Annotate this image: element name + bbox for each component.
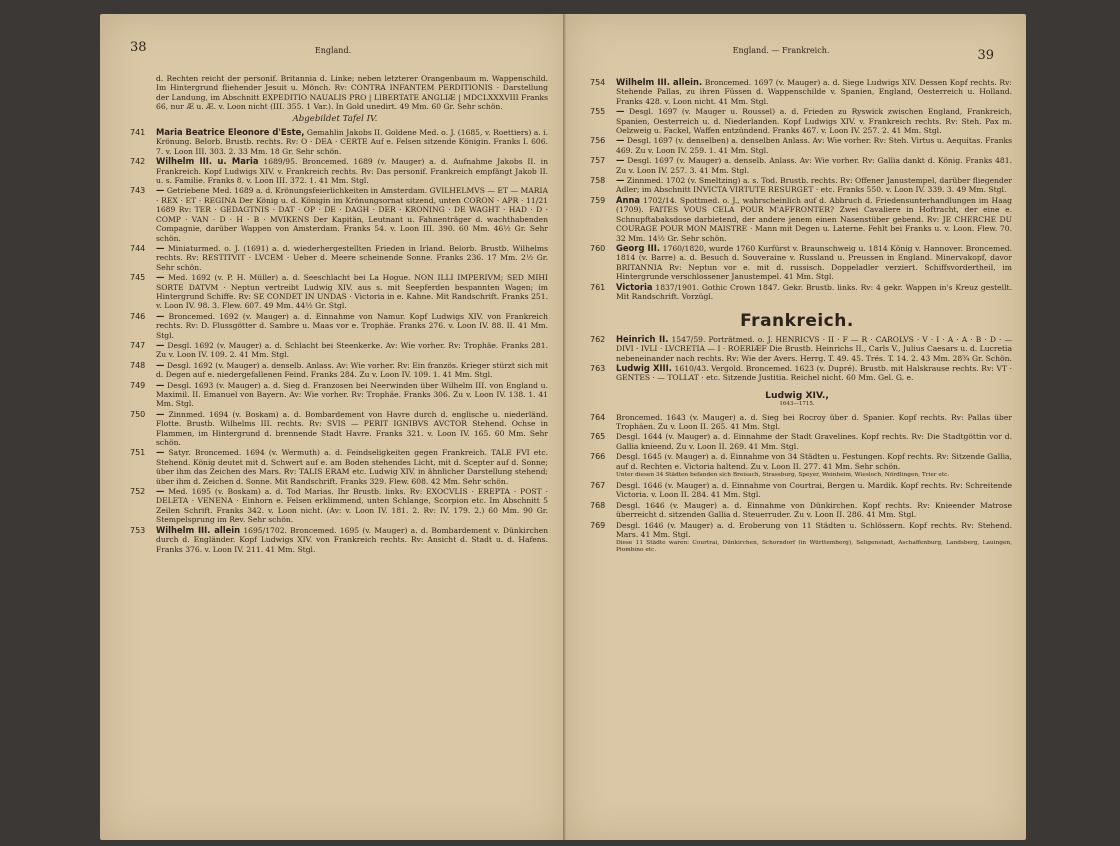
entry-number: 749: [130, 380, 146, 390]
entry-heading: Wilhelm III. allein.: [616, 77, 703, 87]
entry-number: 759: [590, 195, 606, 205]
catalog-entry: [582, 364, 1012, 383]
entry-heading: —: [156, 359, 165, 370]
entry-number: 761: [590, 282, 606, 292]
entry-heading: Victoria: [616, 281, 653, 292]
left-column: [122, 74, 548, 555]
catalog-entry: [122, 244, 548, 272]
entry-number: 758: [590, 176, 606, 186]
entry-heading: —: [156, 339, 165, 350]
catalog-entry: [122, 128, 548, 156]
entry-text: Desgl. 1697 (v. Mauger u. Roussel) a. d. Frieden zu Ryswick zwischen England, Frankreich, Spanien, Oesterreich u. d. Niederlanden. Kopf Ludwigs XIV. v. Frankreich rechts. Rv: Steh. Pax m. Oelzweig u. Fackel, Waffen entzündend. Franks 467. v. Loon IV. 257. 2. 41 Mm. Stgl.: [616, 107, 1012, 136]
catalog-entry: [122, 157, 548, 185]
entry-heading: —: [156, 408, 165, 419]
running-head: England.: [314, 46, 352, 55]
entry-heading: Ludwig XIII.: [616, 362, 672, 373]
entry-number: 755: [590, 107, 606, 117]
subsection-dates: 1643—1715.: [779, 401, 815, 408]
entry-text: Desgl. 1644 (v. Mauger) a. d. Einnahme der Stadt Gravelines. Kopf rechts. Rv: Die Stadtgöttin vor d. Gallia knieend. Zu v. Loon II. 269. 41 Mm. Stgl.: [616, 432, 1012, 451]
entry-number: 744: [130, 243, 146, 253]
entry-number: 754: [590, 78, 606, 87]
entry-number: 752: [130, 487, 146, 497]
entry-text: Broncemed. 1643 (v. Mauger) a. d. Sieg bei Rocroy über d. Spanier. Kopf rechts. Rv: Pallas über Trophäen. Zu v. Loon II. 265. 41 Mm. Stgl.: [616, 412, 1012, 431]
entry-heading: —: [156, 242, 165, 253]
entry-text: Zinnmed. 1702 (v. Smeltzing) a. s. Tod. Brustb. rechts. Rv: Offener Janustempel, darüber fliegender Adler; im Abschnitt INVICTA VIRTUTE RESURGET · etc. Franks 550. v. Loon IV. 339. 3. 49 Mm. Stgl.: [616, 176, 1012, 195]
entry-text: Desgl. 1692 (v. Mauger) a. d. Schlacht bei Steenkerke. Av: Wie vorher. Rv: Trophäe. Franks 281. Zu v. Loon IV. 109. 2. 41 Mm. Stgl.: [156, 340, 548, 360]
entry-text: 1547/59. Porträtmed. o. J. HENRICVS · II · F — R · CAROLVS · V · I · A · A · B · D · — DIVI · IVLI · LVCRETIA — I · ROERIÆF Die Brustb. Heinrichs II., Carls V., Julius Caesars u. d. Lucretia nebeneinander nach rechts. Rv: Wie der Avers. Herrg. T. 49. 45. Trés. T. 14. 2. 43 Mm. 28¾ Gr. Schön.: [616, 334, 1013, 363]
entry-number: 751: [130, 448, 146, 458]
entry-heading: —: [616, 135, 625, 146]
entry-list: [582, 335, 1012, 383]
page-number: 38: [130, 40, 147, 55]
entry-text: Desgl. 1697 (v. Mauger) a. denselb. Anlass. Av: Wie vorher. Rv: Gallia dankt d. König. Franks 481. Zu v. Loon IV. 257. 3. 41 Mm. Stgl.: [616, 156, 1012, 175]
entry-text: Med. 1692 (v. P. H. Müller) a. d. Seeschlacht bei La Hogue. NON ILLI IMPERIVM; SED MIHI SORTE DATVM · Neptun vertreibt Ludwig XIV. aus s. mit Seepferden bespannten Wagen; im Hintergrund Schiffe. Rv: SE CONDET IN UNDAS · Victoria in e. Kahne. Mit Randschrift. Franks 251. v. Loon IV. 98. 3. Flew. 607. 49 Mm. 44½ Gr. Stgl.: [156, 273, 548, 311]
entry-number: 768: [590, 500, 606, 510]
catalog-entry: [582, 107, 1012, 135]
entry-heading: —: [156, 379, 165, 390]
entry-list: [582, 413, 1012, 471]
catalog-entry: [122, 312, 548, 340]
entry-text: Satyr. Broncemed. 1694 (v. Wermuth) a. d. Feindseligkeiten gegen Frankreich. TALE FVI etc. Stehend. König deutet mit d. Schwert auf e. am Boden stehendes Licht, mit d. Scepter auf d. Sonne; über ihm das Zeichen des Mars. Rv: TALIS ERAM etc. Ludwig XIV. in ähnlicher Darstellung stehend; über ihm d. Zeichen d. Sonne. Mit Randschrift. Franks 329. Flew. 608. 42 Mm. Sehr schön.: [156, 448, 548, 486]
entry-text: Desgl. 1646 (v. Mauger) a. d. Einnahme von Courtrai, Bergen u. Mardik. Kopf rechts. Rv: Schreitende Victoria. v. Loon II. 284. 41 Mm. Stgl.: [616, 481, 1012, 500]
entry-heading: —: [156, 486, 165, 497]
entry-number: 756: [590, 136, 606, 146]
running-head: England. — Frankreich.: [732, 46, 830, 55]
catalog-entry: [122, 186, 548, 242]
catalog-entry: [582, 136, 1012, 155]
catalog-entry: [582, 501, 1012, 520]
entry-heading: —: [616, 175, 625, 186]
subsection-heading: Ludwig XIV.,: [765, 389, 829, 401]
plate-caption: Abgebildet Tafel IV.: [292, 113, 378, 124]
entry-text: 1837/1901. Gothic Crown 1847. Gekr. Brustb. links. Rv: 4 gekr. Wappen in's Kreuz gestellt. Mit Randschrift. Vorzügl.: [616, 282, 1012, 301]
entry-heading: Anna: [616, 194, 641, 205]
entry-text: Gemahlin Jakobs II. Goldene Med. o. J. (1685, v. Roettiers) a. i. Krönung. Belorb. Brustb. rechts. Rv: O · DEA · CERTE Auf e. Felsen sitzende Königin. Franks I. 606. 7. v. Loon III. 303. 2. 33 Mm. 18 Gr. Sehr schön.: [156, 128, 548, 156]
left-page: [100, 14, 566, 840]
entry-heading: Georg III.: [616, 242, 661, 253]
entry-heading: Maria Beatrice Eleonore d'Este,: [156, 127, 305, 138]
entry-number: 743: [130, 186, 146, 196]
entry-heading: —: [156, 447, 165, 458]
catalog-entry: [122, 361, 548, 380]
catalog-entry: [582, 452, 1012, 471]
entry-text: 1689/95. Broncemed. 1689 (v. Mauger) a. d. Aufnahme Jakobs II. in Frankreich. Kopf Ludwigs XIV. v. Frankreich rechts. Rv: Das personif. Frankreich empfängt Jakob II. u. s. Familie. Franks 8. v. Loon III. 372. 1. 41 Mm. Stgl.: [156, 157, 549, 186]
entry-text: Desgl. 1697 (v. denselben) a. denselben Anlass. Av: Wie vorher. Rv: Steh. Virtus u. Aequitas. Franks 469. Zu v. Loon IV. 259. 1. 41 Mm. Stgl.: [616, 136, 1012, 155]
footnote: Unter diesen 34 Städten befanden sich Breisach, Strassburg, Speyer, Weinheim, Wiesloch, Nördlingen, Trier etc.: [616, 472, 950, 479]
entry-text: Desgl. 1692 (v. Mauger) a. denselb. Anlass. Av: Wie vorher. Rv: Ein französ. Krieger stürzt sich mit d. Degen auf e. niedergefallenen Feind. Franks 284. Zu v. Loon IV. 109. 1. 41 Mm. Stgl.: [156, 360, 548, 380]
entry-heading: Heinrich II.: [616, 333, 669, 344]
entry-text: Zinnmed. 1694 (v. Boskam) a. d. Bombardement von Havre durch d. englische u. niederländ. Flotte. Brustb. Wilhelms III. rechts. Rv: SVIS — PERIT IGNIBVS AVCTOR Stehend. Ochse in Flammen, im Hintergrund d. brennende Stadt Havre. Franks 321. v. Loon IV. 165. 60 Mm. Sehr schön.: [156, 409, 548, 448]
catalog-entry: [122, 341, 548, 360]
catalog-entry: [582, 481, 1012, 500]
catalog-entry: [582, 521, 1012, 540]
entry-text: Med. 1695 (v. Boskam) a. d. Tod Marias. Ihr Brustb. links. Rv: EXOCVLIS · EREPTA · POST · DELETA · VENENA · Einhorn e. Felsen erklimmend, unten Schlange, Scorpion etc. Im Abschnitt 5 Zeilen Schrift. Franks 342. v. Loon nicht. (Av: v. Loon IV. 181. 2. Rv: IV. 179. 2.) 60 Mm. 90 Gr. Stempelsprung im Rev. Sehr schön.: [156, 487, 548, 525]
entry-number: 753: [130, 525, 146, 535]
right-page: [566, 14, 1026, 840]
catalog-entry: [582, 413, 1012, 432]
catalog-entry: [582, 78, 1012, 106]
catalog-entry: [122, 273, 548, 311]
entry-number: 767: [590, 481, 606, 491]
entry-list: [122, 128, 548, 554]
catalog-entry: [582, 156, 1012, 175]
entry-number: 760: [590, 243, 606, 253]
entry-list: [582, 481, 1012, 539]
entry-heading: —: [156, 310, 165, 321]
entry-text: 1702/14. Spottmed. o. J., wahrscheinlich auf d. Abbruch d. Friedensunterhandlungen im Haag (1709). FAITES VOUS CELA POUR M'AFFRONTER? Zwei Cavaliere in Hoftracht, der eine e. Schnupftabaksdose darbietend, der andere jenem einen Nasenstüber gebend. Rv: JE CHERCHE DU COURAGE POUR MON MAISTRE · Mann mit Degen u. Laterne. Fehlt bei Franks u. v. Loon. Flew. 70. 32 Mm. 14½ Gr. Sehr schön.: [616, 195, 1012, 243]
entry-heading: —: [156, 185, 165, 196]
entry-number: 765: [590, 432, 606, 442]
page-number: 39: [977, 48, 994, 63]
catalog-entry: [582, 432, 1012, 451]
catalog-entry: [582, 244, 1012, 282]
entry-number: 769: [590, 520, 606, 530]
footnote: Diese 11 Städte waren: Courtrai, Dünkirchen, Schorndorf (in Württemberg), Seligenstadt, Aschaffenburg, Landsberg, Lauingen, Piombino etc.: [616, 540, 1012, 554]
catalog-entry: [122, 526, 548, 554]
entry-heading: —: [156, 272, 165, 283]
catalog-entry: [122, 381, 548, 409]
catalog-entry: [122, 410, 548, 448]
entry-text: Getriebene Med. 1689 a. d. Krönungsfeierlichkeiten in Amsterdam. GVILHELMVS — ET — MARIA · REX · ET · REGINA Der König u. d. Königin im Krönungsornat sitzend, unten CORON · APR · 11/21 1689 Rv: TER · GEDAGTNIS · DAT · OP · DE · DAGH · DER · KRONING · DE WAGHT · HAD · D · COMP · VAN · D · H · B · MVIKENS Der Kapitän, Leutnant u. Fahnenträger d. wachthabenden Compagnie, darüber Wappen von Amsterdam. Franks 54. v. Loon III. 390. 60 Mm. 46½ Gr. Sehr schön.: [156, 186, 548, 243]
entry-number: 741: [130, 128, 146, 138]
entry-heading: Wilhelm III. u. Maria: [156, 156, 259, 167]
catalog-entry: [582, 283, 1012, 302]
entry-text: Miniaturmed. o. J. (1691) a. d. wiederhergestellten Frieden in Irland. Belorb. Brustb. Wilhelms rechts. Rv: RESTITVIT · LVCEM · Ueber d. Meere scheinende Sonne. Franks 236. 17 Mm. 2½ Gr. Sehr schön.: [156, 243, 548, 272]
entry-heading: —: [616, 155, 625, 166]
entry-heading: Wilhelm III. allein: [156, 524, 241, 535]
catalog-entry: [122, 448, 548, 486]
catalog-entry: [582, 335, 1012, 363]
entry-text: Desgl. 1693 (v. Mauger) a. d. Sieg d. Franzosen bei Neerwinden über Wilhelm III. von England u. Maximil. II. Emanuel von Bayern. Av: Wie vorher. Rv: Trophäe. Franks 306. Zu v. Loon IV. 138. 1. 41 Mm. Stgl.: [156, 380, 548, 409]
entry-text: 1695/1702. Broncemed. 1695 (v. Mauger) a. d. Bombardement v. Dünkirchen durch d. Engländer. Kopf Ludwigs XIV. von Frankreich rechts. Rv: Ansicht d. Stadt u. d. Hafens. Franks 376. v. Loon IV. 211. 41 Mm. Stgl.: [156, 525, 548, 554]
entry-number: 766: [590, 452, 606, 462]
catalog-entry: [122, 487, 548, 525]
entry-text: Desgl. 1646 (v. Mauger) a. d. Einnahme von Dünkirchen. Kopf rechts. Rv: Knieender Matrose überreicht d. sitzenden Gallia d. Steuerruder. Zu v. Loon II. 286. 41 Mm. Stgl.: [616, 500, 1012, 520]
entry-continuation: d. Rechten reicht der personif. Britannia d. Linke; neben letzterer Orangenbaum m. Wappenschild. Im Hintergrund fliehender Jesuit u. Mönch. Rv: CONTRA INFANTEM PERDITIONIS · Darstellung der Landung, im Abschnitt EXPEDITIO NAUALIS PRO | LIBERTATE ANGLIÆ | MDCLXXXVIII Franks 66, nur Æ u. Æ. v. Loon nicht (III. 355. 1 Var.). In Gold unedirt. 49 Mm. 60 Gr. Sehr schön.: [156, 74, 548, 112]
catalog-entry: [582, 196, 1012, 243]
entry-text: Broncemed. 1692 (v. Mauger) a. d. Einnahme von Namur. Kopf Ludwigs XIV. von Frankreich rechts. Rv: D. Flussgötter d. Sambre u. Maas vor e. Trophäe. Franks 276. v. Loon IV. 88. II. 41 Mm. Stgl.: [156, 311, 548, 340]
entry-text: 1760/1820, wurde 1760 Kurfürst v. Braunschweig u. 1814 König v. Hannover. Broncemed. 1814 (v. Barre) a. d. Besuch d. Souveraine v. Russland u. Preussen in England. Minervakopf, davor BRITANNIA Rv: Neptun vor e. mit d. russisch. Doppeladler verziert. Schiffsvordertheil, im Hintergrunde verschlossener Janustempel. 41 Mm. Stgl.: [616, 243, 1012, 282]
entry-number: 746: [130, 311, 146, 321]
entry-number: 745: [130, 273, 146, 283]
entry-text: 1610/43. Vergold. Broncemed. 1623 (v. Dupré). Brustb. mit Halskrause rechts. Rv: VT · GENTES · — TOLLAT · etc. Sitzende Justitia. Reichel nicht. 60 Mm. Gel. G. e.: [616, 363, 1012, 383]
entry-number: 748: [130, 360, 146, 370]
entry-text: Desgl. 1645 (v. Mauger) a. d. Einnahme von 34 Städten u. Festungen. Kopf rechts. Rv: Sitzende Gallia, auf d. Rechten e. Victoria haltend. Zu v. Loon II. 277. 41 Mm. Sehr schön.: [616, 452, 1012, 471]
entry-number: 763: [590, 363, 606, 373]
entry-number: 747: [130, 340, 146, 350]
entry-heading: —: [616, 106, 625, 117]
entry-number: 750: [130, 409, 146, 419]
right-column: [582, 78, 1012, 556]
entry-number: 762: [590, 334, 606, 344]
entry-number: 742: [130, 157, 146, 167]
entry-text: Broncemed. 1697 (v. Mauger) a. d. Siege Ludwigs XIV. Dessen Kopf rechts. Rv: Stehende Pallas, zu ihren Füssen d. Wappenschilde v. Spanien, England, Oesterreich u. Holland. Franks 428. v. Loon nicht. 41 Mm. Stgl.: [616, 78, 1012, 106]
entry-number: 764: [590, 412, 606, 422]
entry-text: Desgl. 1646 (v. Mauger) a. d. Eroberung von 11 Städten u. Schlössern. Kopf rechts. Rv: Stehend. Mars. 41 Mm. Stgl.: [616, 520, 1012, 540]
entry-list: [582, 78, 1012, 301]
catalog-entry: [582, 176, 1012, 195]
entry-number: 757: [590, 156, 606, 166]
section-heading: Frankreich.: [740, 311, 854, 332]
